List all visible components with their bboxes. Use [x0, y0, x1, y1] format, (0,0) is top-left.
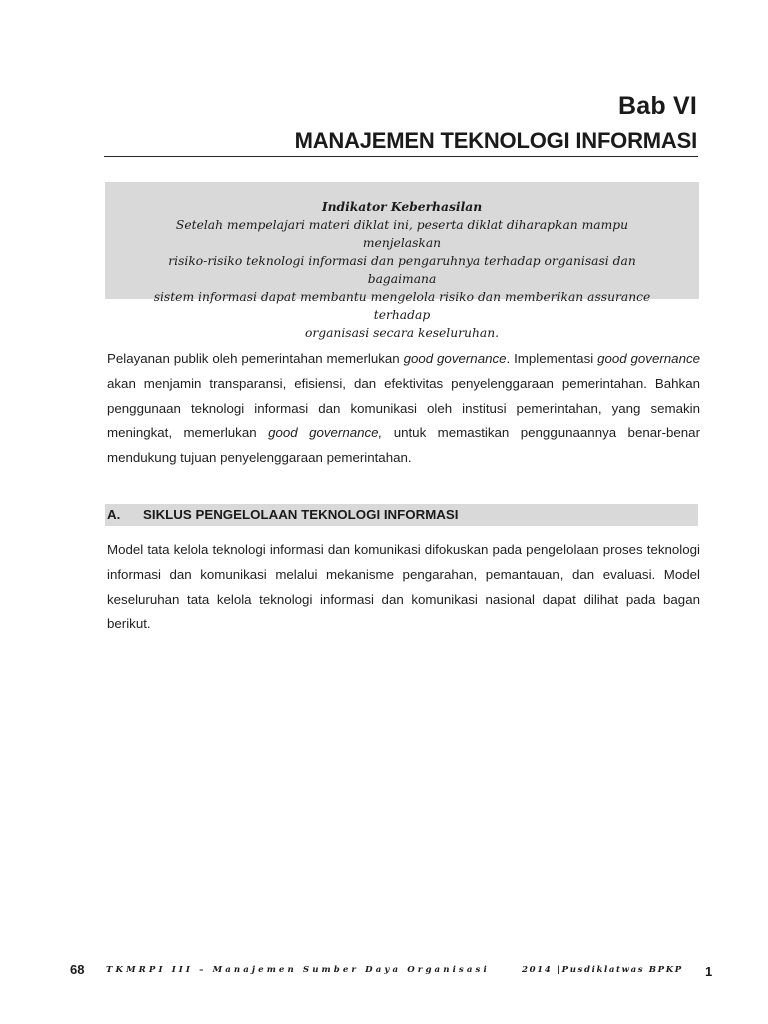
footer-module-title: TKMRPI III – Manajemen Sumber Daya Organisasi	[106, 965, 490, 975]
footer-page-number-left: 68	[70, 962, 85, 977]
section-title: SIKLUS PENGELOLAAN TEKNOLOGI INFORMASI	[143, 507, 459, 522]
intro-text: Pelayanan publik oleh pemerintahan memerlukan	[107, 351, 404, 366]
success-indicator-box	[105, 182, 699, 340]
indicator-line: sistem informasi dapat membantu mengelola risiko dan memberikan assurance terhadap	[153, 290, 651, 322]
chapter-number: Bab VI	[618, 92, 697, 120]
indicator-line: Setelah mempelajari materi diklat ini, peserta diklat diharapkan mampu menjelaskan	[175, 218, 629, 250]
title-underline	[104, 156, 698, 157]
section-letter: A.	[107, 507, 121, 522]
intro-text: akan menjamin transparansi, efisiensi, dan efektivitas penyelenggaraan pemerintahan. Bahkan penggunaan teknologi informasi dan komunikasi oleh institusi pemerintahan, yang semakin meningkat, memerlukan	[107, 375, 700, 441]
intro-emphasis: good governance,	[268, 425, 383, 441]
intro-emphasis: good governance	[403, 351, 507, 366]
indicator-line: risiko-risiko teknologi informasi dan pengaruhnya terhadap organisasi dan bagaimana	[168, 254, 636, 286]
footer-publisher: 2014 |Pusdiklatwas BPKP	[522, 965, 683, 975]
intro-paragraph	[107, 347, 700, 471]
intro-text: untuk memastikan penggunaannya benar-benar mendukung tujuan penyelenggaraan pemerintahan.	[107, 425, 701, 466]
section-heading-bar	[105, 504, 698, 526]
intro-text: . Implementasi	[506, 351, 598, 366]
section-paragraph: Model tata kelola teknologi informasi dan komunikasi difokuskan pada pengelolaan proses teknologi informasi dan komunikasi melalui mekanisme pengarahan, pemantauan, dan evaluasi. Model keseluruhan tata kelola teknologi informasi dan komunikasi nasional dapat dilihat pada bagan berikut.	[107, 542, 700, 632]
indicator-line: organisasi secara keseluruhan.	[304, 326, 500, 340]
chapter-title: MANAJEMEN TEKNOLOGI INFORMASI	[294, 128, 697, 153]
footer-page-number-right: 1	[705, 964, 713, 979]
intro-emphasis: good governance	[597, 351, 701, 366]
indicator-heading: Indikator Keberhasilan	[321, 199, 483, 214]
